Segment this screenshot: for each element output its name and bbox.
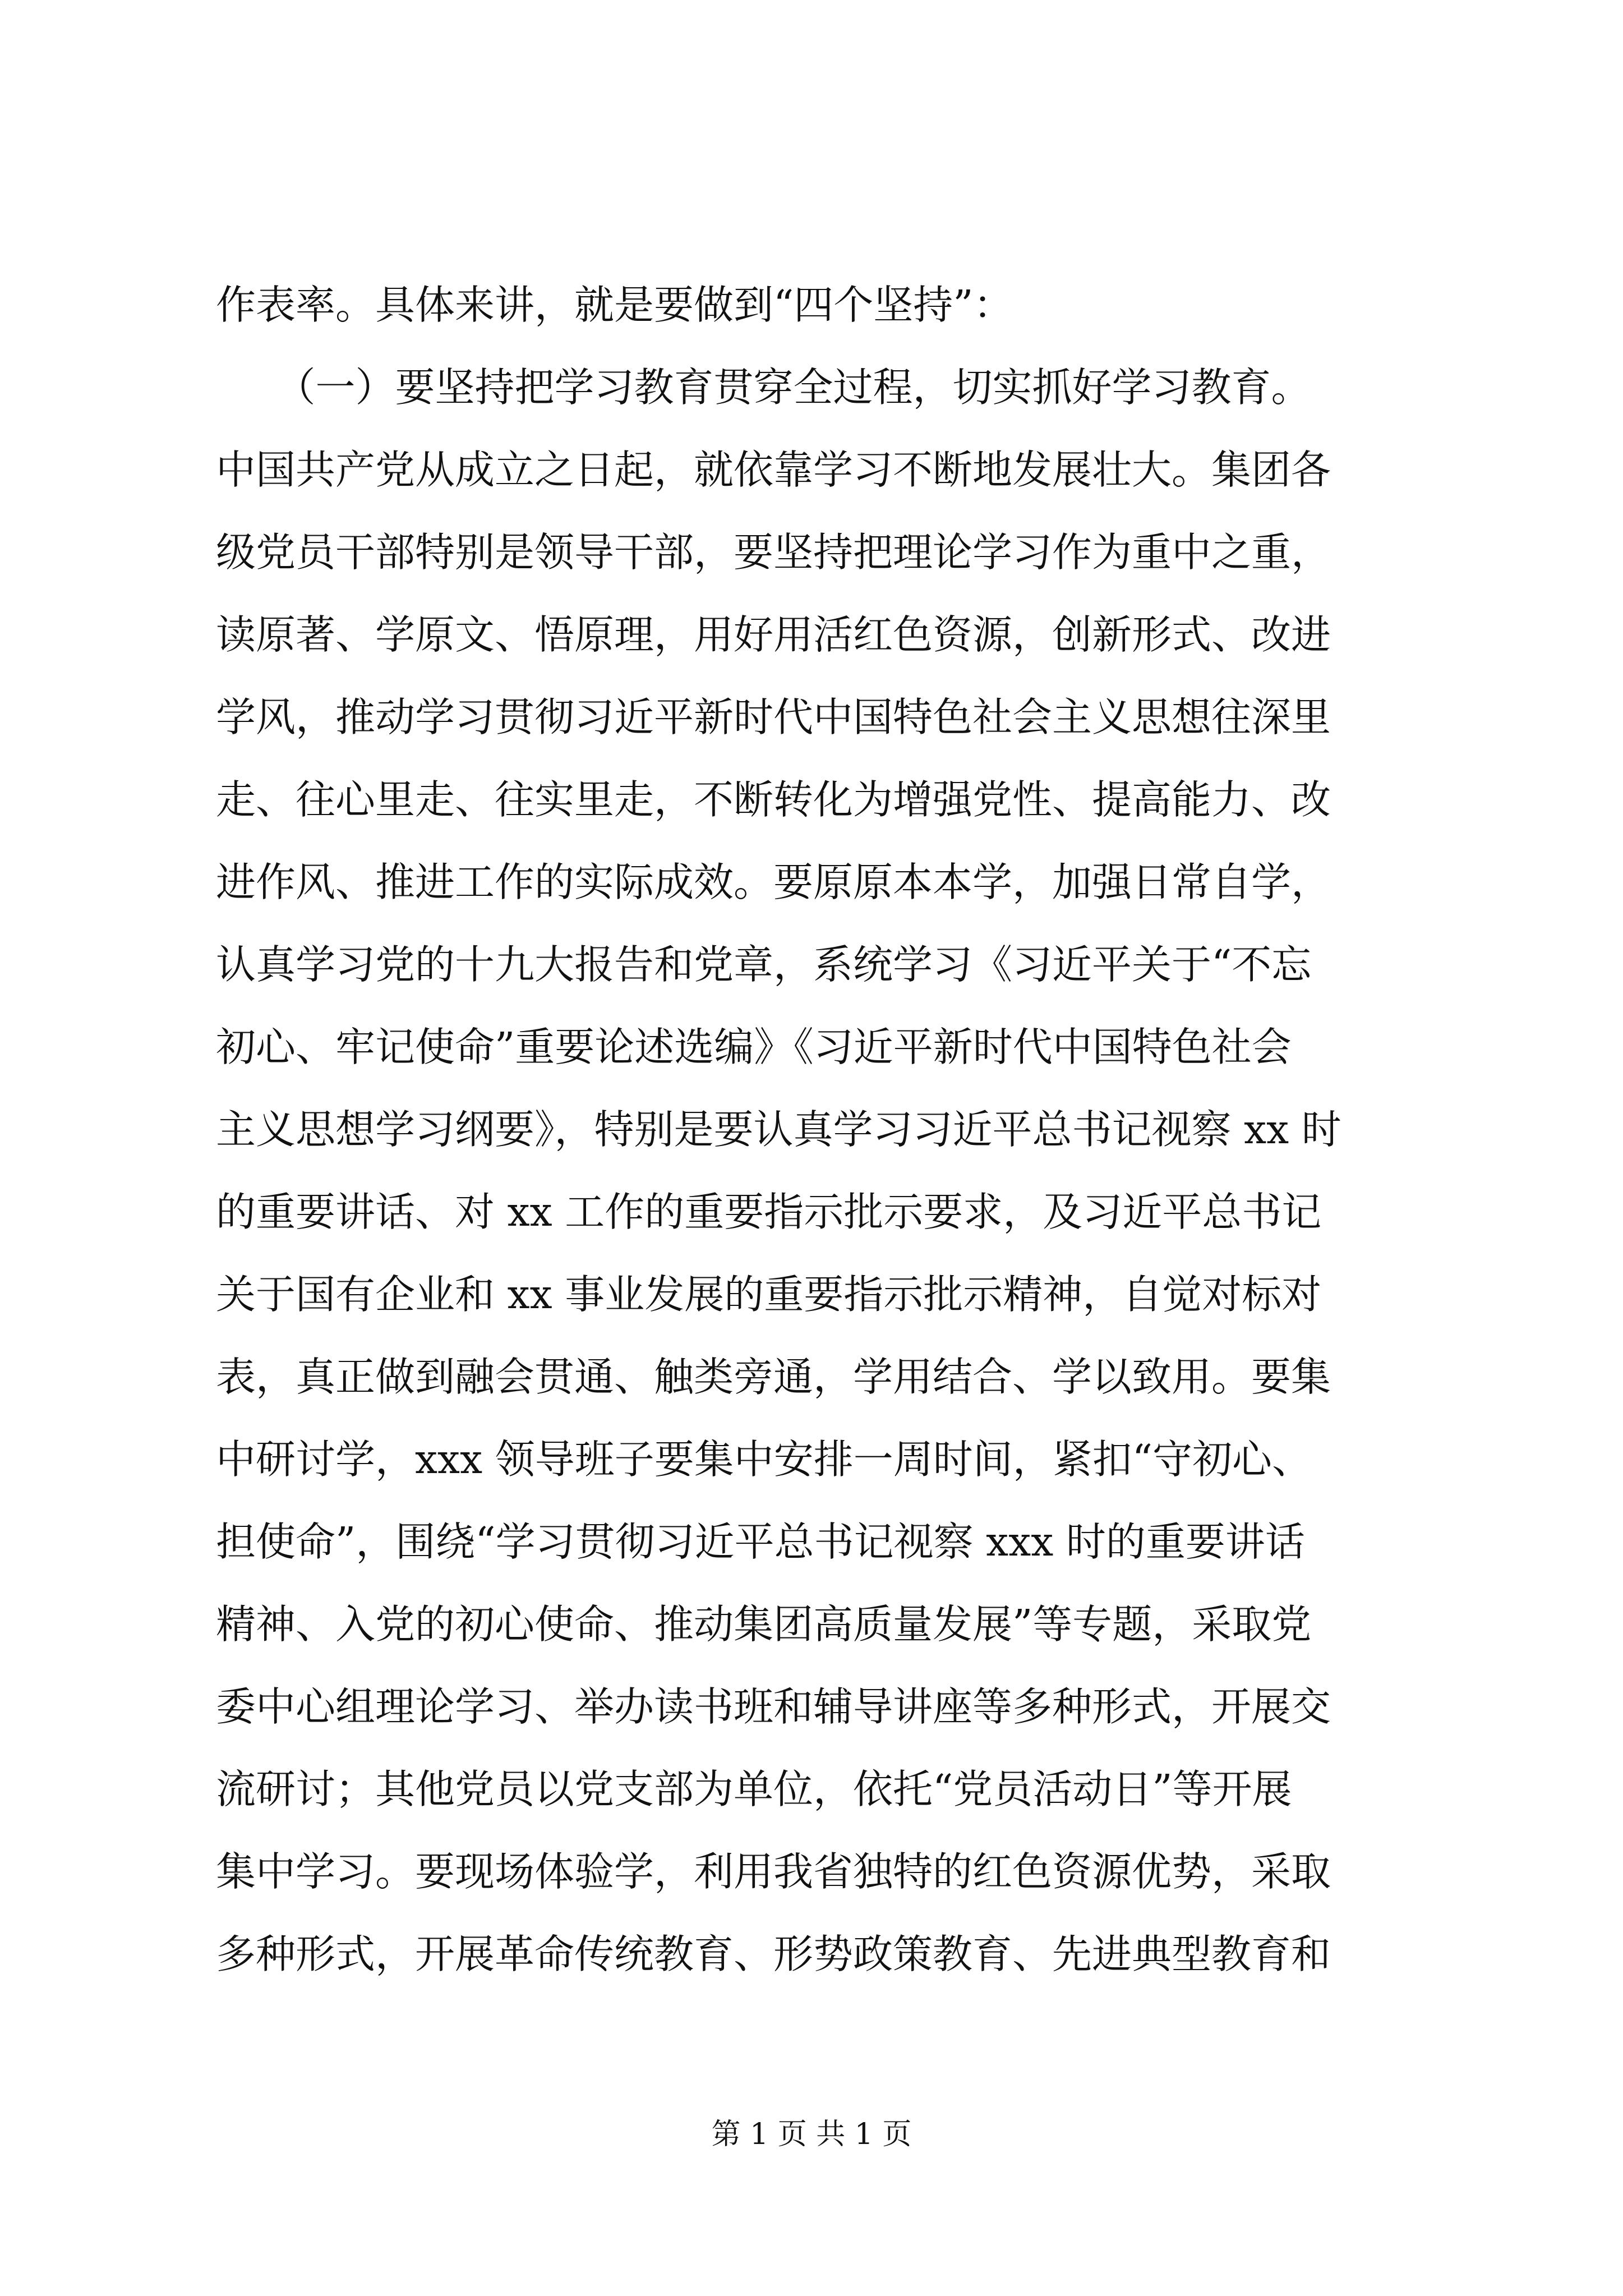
text-line: 关于国有企业和 xx 事业发展的重要指示批示精神，自觉对标对 <box>216 1271 1322 1318</box>
text-line: 中国共产党从成立之日起，就依靠学习不断地发展壮大。集团各 <box>216 447 1331 493</box>
text-line: 进作风、推进工作的实际成效。要原原本本学，加强日常自学， <box>216 859 1331 905</box>
text-line: 多种形式，开展革命传统教育、形势政策教育、先进典型教育和 <box>216 1931 1331 1977</box>
text-line: 精神、入党的初心使命、推动集团高质量发展”等专题，采取党 <box>216 1601 1312 1648</box>
text-line: 集中学习。要现场体验学，利用我省独特的红色资源优势，采取 <box>216 1848 1331 1895</box>
page-number-footer: 第 1 页 共 1 页 <box>711 2118 912 2151</box>
text-line: 主义思想学习纲要》，特别是要认真学习习近平总书记视察 xx 时 <box>216 1106 1341 1153</box>
text-line: 认真学习党的十九大报告和党章，系统学习《习近平关于“不忘 <box>216 941 1312 988</box>
text-line: 初心、牢记使命”重要论述选编》《习近平新时代中国特色社会 <box>216 1024 1292 1070</box>
text-line: 学风，推动学习贯彻习近平新时代中国特色社会主义思想往深里 <box>216 694 1331 740</box>
text-line: 作表率。具体来讲，就是要做到“四个坚持”： <box>216 282 1013 328</box>
text-line: （一）要坚持把学习教育贯穿全过程，切实抓好学习教育。 <box>216 364 1311 411</box>
text-line: 走、往心里走、往实里走，不断转化为增强党性、提高能力、改 <box>216 776 1331 823</box>
text-line: 担使命”，围绕“学习贯彻习近平总书记视察 xxx 时的重要讲话 <box>216 1519 1305 1565</box>
text-line: 级党员干部特别是领导干部，要坚持把理论学习作为重中之重， <box>216 529 1331 576</box>
text-line: 的重要讲话、对 xx 工作的重要指示批示要求，及习近平总书记 <box>216 1189 1322 1235</box>
text-line: 中研讨学，xxx 领导班子要集中安排一周时间，紧扣“守初心、 <box>216 1436 1312 1483</box>
text-line: 读原著、学原文、悟原理，用好用活红色资源，创新形式、改进 <box>216 611 1331 658</box>
document-body <box>216 264 1410 1995</box>
text-line: 委中心组理论学习、举办读书班和辅导讲座等多种形式，开展交 <box>216 1683 1331 1730</box>
text-line: 流研讨；其他党员以党支部为单位，依托“党员活动日”等开展 <box>216 1766 1292 1812</box>
text-line: 表，真正做到融会贯通、触类旁通，学用结合、学以致用。要集 <box>216 1354 1331 1400</box>
